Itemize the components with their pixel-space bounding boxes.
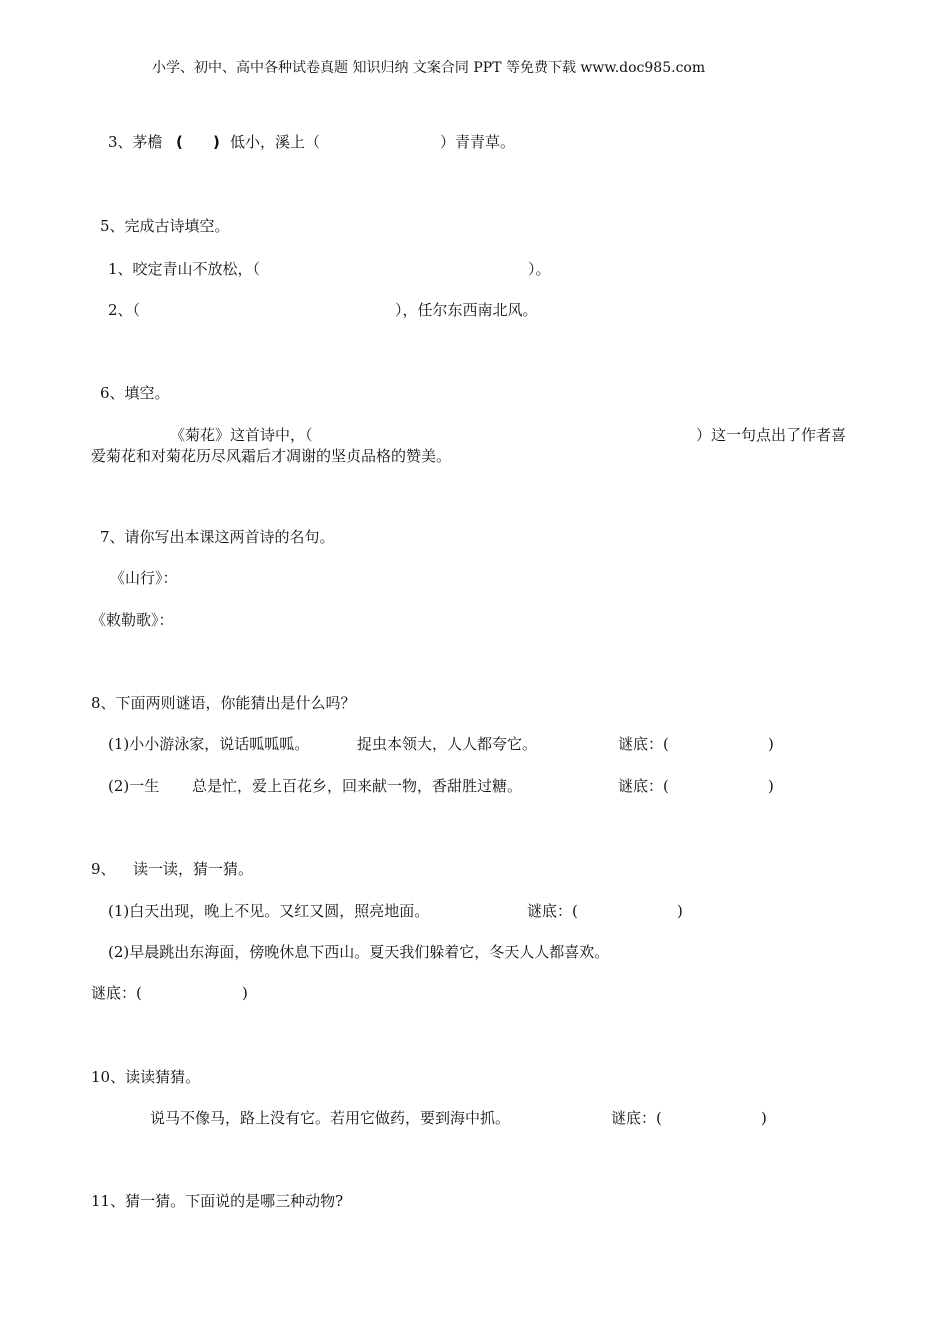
page-header: 小学、初中、高中各种试卷真题 知识归纳 文案合同 PPT 等免费下载 www.doc985.com — [152, 60, 706, 76]
q3-text-1: 3、茅檐 — [108, 133, 163, 151]
q3-open-paren: ( — [176, 133, 183, 151]
q3-text-2: 低小，溪上（ — [230, 133, 321, 151]
q10-riddle: 说马不像马，路上没有它。若用它做药，要到海中抓。 — [150, 1109, 511, 1127]
q9-title: 读一读，猜一猜。 — [133, 860, 254, 878]
q7-title: 7、请你写出本课这两首诗的名句。 — [100, 528, 335, 546]
q5-line2-b: ），任尔东西南北风。 — [395, 301, 538, 319]
q9-riddle2: (2)早晨跳出东海面，傍晚休息下西山。夏天我们躲着它，冬天人人都喜欢。 — [108, 943, 610, 961]
q6-line2: 爱菊花和对菊花历尽风霜后才凋谢的坚贞品格的赞美。 — [91, 447, 452, 465]
q8-riddle1-answer-label: 谜底：( — [618, 735, 669, 753]
q5-title: 5、完成古诗填空。 — [100, 217, 230, 235]
q11-title: 11、猜一猜。下面说的是哪三种动物? — [91, 1192, 344, 1210]
q8-riddle2-a: (2)一生 — [108, 777, 160, 795]
q5-line2-a: 2、（ — [108, 301, 141, 319]
q8-riddle2-answer-label: 谜底：( — [618, 777, 669, 795]
q10-answer-label: 谜底：( — [611, 1109, 662, 1127]
q6-title: 6、填空。 — [100, 384, 170, 402]
q8-riddle2-close-paren: ) — [768, 777, 774, 795]
q3-text-3: ）青青草。 — [440, 133, 516, 151]
q9-number: 9、 — [91, 860, 116, 878]
q9-riddle2-close-paren: ) — [242, 984, 248, 1002]
q9-riddle1: (1)白天出现，晚上不见。又红又圆，照亮地面。 — [108, 902, 430, 920]
q9-riddle2-answer-label: 谜底：( — [91, 984, 142, 1002]
q7-line1: 《山行》： — [110, 569, 178, 587]
q8-riddle2-b: 总是忙，爱上百花乡，回来献一物，香甜胜过糖。 — [192, 777, 523, 795]
q8-riddle1-b: 捉虫本领大，人人都夸它。 — [357, 735, 538, 753]
q9-riddle1-answer-label: 谜底：( — [527, 902, 578, 920]
q8-riddle1-close-paren: ) — [768, 735, 774, 753]
q8-title: 8、下面两则谜语，你能猜出是什么吗？ — [91, 694, 356, 712]
q5-line1-b: ）。 — [528, 260, 551, 278]
q5-line1-a: 1、咬定青山不放松，（ — [108, 260, 261, 278]
q10-title: 10、读读猜猜。 — [91, 1068, 201, 1086]
q6-line1-a: 《菊花》这首诗中，（ — [170, 426, 313, 444]
q3-close-paren: ) — [213, 133, 220, 151]
q10-close-paren: ) — [761, 1109, 767, 1127]
q8-riddle1-a: (1)小小游泳家，说话呱呱呱。 — [108, 735, 310, 753]
q9-riddle1-close-paren: ) — [677, 902, 683, 920]
q7-line2: 《敕勒歌》： — [91, 611, 174, 629]
q6-line1-b: ）这一句点出了作者喜 — [696, 426, 847, 444]
